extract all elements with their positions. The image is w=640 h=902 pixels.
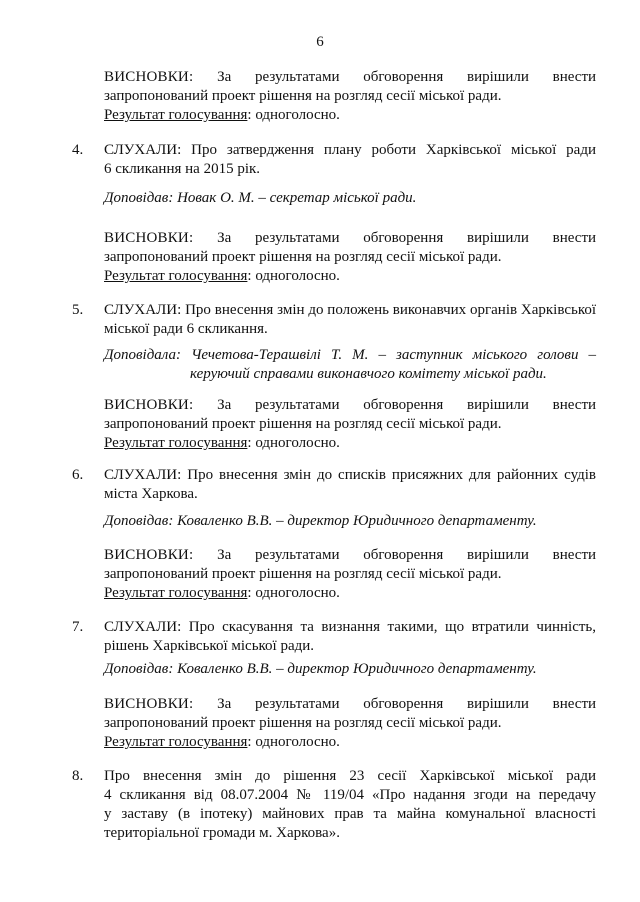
speaker-line-2: керуючий справами виконавчого комітету міської ради. [190, 366, 547, 382]
item-number: 5. [72, 302, 84, 318]
conclusion-keyword: ВИСНОВКИ: [104, 696, 194, 712]
conclusion-word: За [217, 230, 232, 246]
conclusion-line-2: запропонований проект рішення на розгляд сесії міської ради. [104, 88, 502, 104]
conclusion-word: обговорення [363, 696, 444, 712]
heard-keyword: СЛУХАЛИ: [104, 467, 182, 483]
heard-text: Про внесення змін до положень виконавчих органів Харківської [185, 302, 597, 318]
item-8-line: територіальної громади м. Харкова». [104, 825, 340, 841]
conclusion-word: обговорення [363, 397, 444, 413]
vote-value: : одноголосно. [247, 585, 340, 601]
vote-label: Результат голосування [104, 435, 248, 451]
conclusion-line-2: запропонований проект рішення на розгляд сесії міської ради. [104, 249, 502, 265]
heard-line-2: міста Харкова. [104, 486, 198, 502]
conclusion-block [104, 546, 596, 603]
heard-line-2: рішень Харківської міської ради. [104, 638, 315, 654]
heard-keyword: СЛУХАЛИ: [104, 142, 182, 158]
heard-line-1 [104, 141, 596, 160]
conclusion-keyword: ВИСНОВКИ: [104, 230, 194, 246]
conclusion-keyword: ВИСНОВКИ: [104, 547, 194, 563]
heard-keyword: СЛУХАЛИ: [104, 619, 182, 635]
item-8-line: 4 скликання від 08.07.2004 № 119/04 «Про надання згоди на передачу [104, 787, 596, 803]
speaker: Доповідав: Коваленко В.В. – директор Юридичного департаменту. [104, 661, 537, 677]
vote-result [104, 584, 596, 603]
vote-result [104, 733, 596, 752]
vote-value: : одноголосно. [247, 107, 340, 123]
conclusion-word: обговорення [363, 69, 444, 85]
item-number: 8. [72, 768, 84, 784]
heard-text: Про внесення змін до списків присяжних для районних судів [187, 467, 597, 483]
item-number: 7. [72, 619, 84, 635]
conclusion-line-2: запропонований проект рішення на розгляд сесії міської ради. [104, 566, 502, 582]
conclusion-keyword: ВИСНОВКИ: [104, 69, 194, 85]
conclusion-word: вирішили [467, 230, 529, 246]
conclusion-word: вирішили [467, 696, 529, 712]
page-number: 6 [316, 34, 324, 50]
conclusion-block [104, 68, 596, 125]
conclusion-word: результатами [255, 397, 340, 413]
heard-line-1 [104, 301, 596, 320]
conclusion-word: внести [552, 547, 597, 563]
conclusion-word: вирішили [467, 547, 529, 563]
heard-block [104, 301, 596, 339]
vote-label: Результат голосування [104, 107, 248, 123]
heard-block [104, 618, 596, 656]
conclusion-word: За [217, 69, 232, 85]
conclusion-word: внести [552, 69, 597, 85]
conclusion-line-1 [104, 396, 596, 415]
conclusion-word: результатами [255, 69, 340, 85]
heard-keyword: СЛУХАЛИ: [104, 302, 182, 318]
conclusion-word: результатами [255, 547, 340, 563]
conclusion-line-1 [104, 68, 596, 87]
item-8-text [104, 767, 596, 843]
conclusion-word: внести [552, 397, 597, 413]
vote-result [104, 106, 596, 125]
conclusion-line-2: запропонований проект рішення на розгляд сесії міської ради. [104, 416, 502, 432]
conclusion-word: вирішили [467, 397, 529, 413]
item-8-line: у заставу (в іпотеку) майнових прав та майна комунальної власності [104, 806, 596, 822]
speaker: Доповідав: Новак О. М. – секретар міської ради. [104, 190, 417, 206]
vote-value: : одноголосно. [247, 435, 340, 451]
vote-label: Результат голосування [104, 268, 248, 284]
conclusion-word: обговорення [363, 547, 444, 563]
conclusion-block [104, 695, 596, 752]
conclusion-word: обговорення [363, 230, 444, 246]
conclusion-word: вирішили [467, 69, 529, 85]
speaker: Доповідав: Коваленко В.В. – директор Юридичного департаменту. [104, 513, 537, 529]
heard-block [104, 466, 596, 504]
conclusion-word: За [217, 547, 232, 563]
conclusion-keyword: ВИСНОВКИ: [104, 397, 194, 413]
conclusion-word: За [217, 397, 232, 413]
vote-result [104, 434, 596, 453]
vote-result [104, 267, 596, 286]
conclusion-line-2: запропонований проект рішення на розгляд сесії міської ради. [104, 715, 502, 731]
heard-line-1 [104, 618, 596, 637]
conclusion-line-1 [104, 546, 596, 565]
heard-text: Про затвердження плану роботи Харківської міської ради [191, 142, 597, 158]
vote-label: Результат голосування [104, 585, 248, 601]
heard-text: Про скасування та визнання такими, що втратили чинність, [188, 619, 596, 635]
heard-block [104, 141, 596, 179]
vote-value: : одноголосно. [247, 734, 340, 750]
item-8-line: Про внесення змін до рішення 23 сесії Харківської міської ради [104, 768, 596, 784]
item-number: 4. [72, 142, 84, 158]
conclusion-word: За [217, 696, 232, 712]
conclusion-word: внести [552, 230, 597, 246]
conclusion-line-1 [104, 695, 596, 714]
conclusion-word: внести [552, 696, 597, 712]
conclusion-word: результатами [255, 696, 340, 712]
vote-value: : одноголосно. [247, 268, 340, 284]
heard-line-1 [104, 466, 596, 485]
speaker [104, 346, 596, 384]
conclusion-block [104, 229, 596, 286]
heard-line-2: міської ради 6 скликання. [104, 321, 268, 337]
conclusion-line-1 [104, 229, 596, 248]
vote-label: Результат голосування [104, 734, 248, 750]
speaker-line-1: Доповідала: Чечетова-Терашвілі Т. М. – заступник міського голови – [104, 347, 596, 363]
conclusion-block [104, 396, 596, 453]
item-number: 6. [72, 467, 84, 483]
conclusion-word: результатами [255, 230, 340, 246]
heard-line-2: 6 скликання на 2015 рік. [104, 161, 261, 177]
